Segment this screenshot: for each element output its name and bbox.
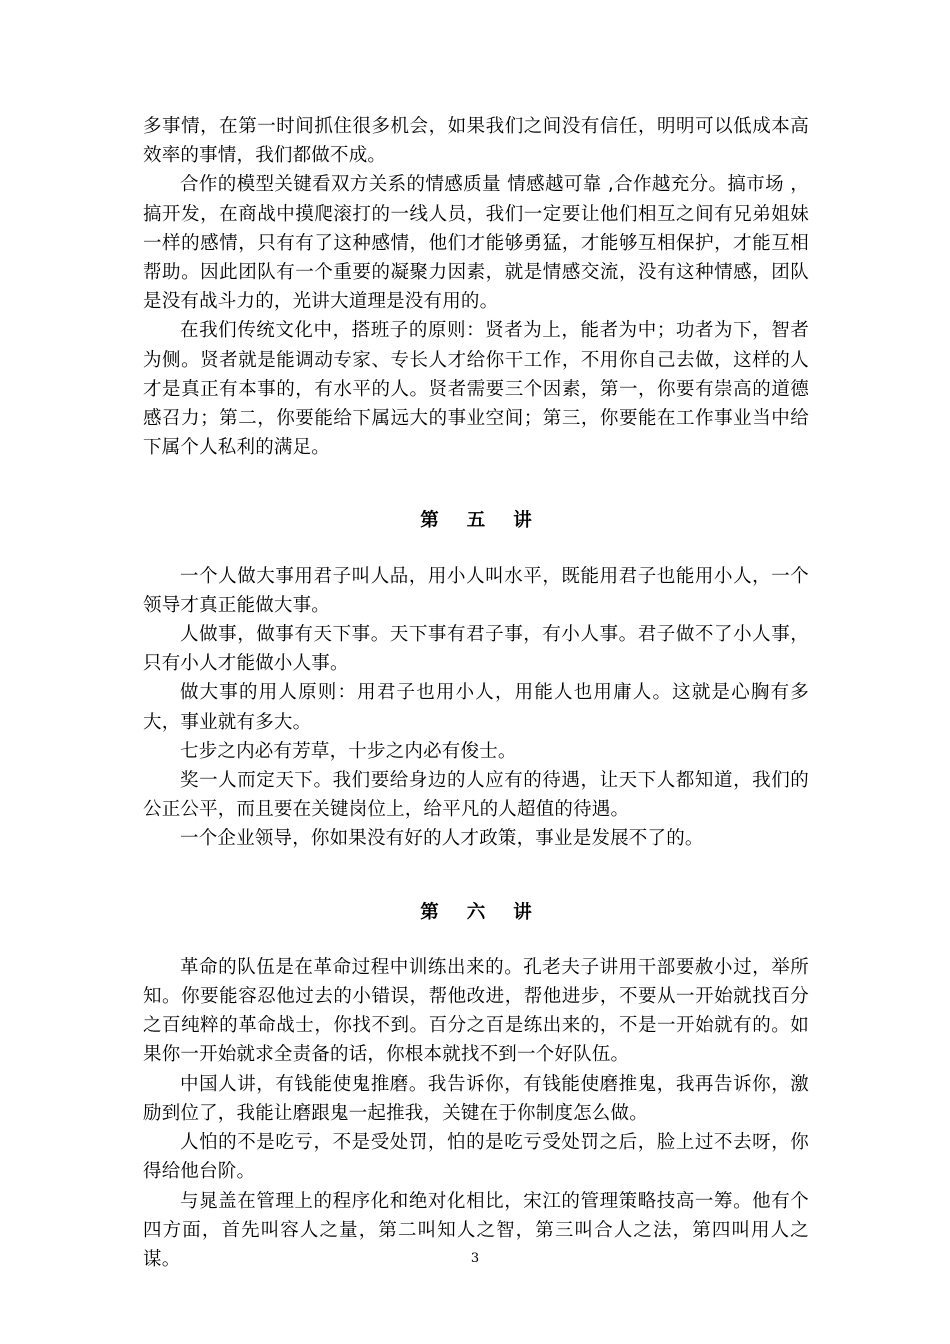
- paragraph: 在我们传统文化中，搭班子的原则：贤者为上，能者为中；功者为下，智者为侧。贤者就是能调动专家、专长人才给你干工作，不用你自己去做，这样的人才是真正有本事的，有水平的人。贤者需要三个因素，第一，你要有崇高的道德感召力；第二，你要能给下属远大的事业空间；第三，你要能在工作事业当中给下属个人私利的满足。: [143, 320, 809, 459]
- paragraph: 奖一人而定天下。我们要给身边的人应有的待遇，让天下人都知道，我们的公正公平，而且要在关键岗位上，给平凡的人超值的待遇。: [143, 770, 809, 821]
- spacer: [143, 927, 809, 953]
- paragraph: 与晁盖在管理上的程序化和绝对化相比，宋江的管理策略技高一筹。他有个四方面，首先叫容人之量，第二叫知人之智，第三叫合人之法，第四叫用人之谋。: [143, 1190, 809, 1270]
- spacer: [143, 462, 809, 506]
- section-heading-lecture-6: 第六讲: [420, 901, 560, 923]
- page-body: [143, 112, 809, 1274]
- paragraph: 合作的模型关键看双方关系的情感质量 情感越可靠 ,合作越充分。搞市场 ，搞开发，在商战中摸爬滚打的一线人员，我们一定要让他们相互之间有兄弟姐妹一样的感情，只有有了这种感情，他们才能够勇猛，才能够互相保护，才能互相帮助。因此团队有一个重要的凝聚力因素，就是情感交流，没有这种情感，团队是没有战斗力的，光讲大道理是没有用的。: [143, 174, 809, 313]
- paragraph: 人做事，做事有天下事。天下事有君子事，有小人事。君子做不了小人事，只有小人才能做小人事。: [143, 624, 809, 675]
- paragraph: 人怕的不是吃亏，不是受处罚，怕的是吃亏受处罚之后，脸上过不去呀，你得给他台阶。: [143, 1132, 809, 1183]
- paragraph: 一个企业领导，你如果没有好的人才政策，事业是发展不了的。: [180, 828, 704, 850]
- paragraph: 中国人讲，有钱能使鬼推磨。我告诉你，有钱能使磨推鬼，我再告诉你，激励到位了，我能让磨跟鬼一起推我，关键在于你制度怎么做。: [143, 1073, 809, 1124]
- paragraph: 七步之内必有芳草，十步之内必有俊士。: [180, 740, 517, 762]
- spacer: [143, 536, 809, 562]
- paragraph: 做大事的用人原则：用君子也用小人，用能人也用庸人。这就是心胸有多大，事业就有多大。: [143, 682, 809, 733]
- section-heading-lecture-5: 第五讲: [420, 510, 560, 532]
- paragraph: 多事情，在第一时间抓住很多机会，如果我们之间没有信任，明明可以低成本高效率的事情，我们都做不成。: [143, 116, 809, 167]
- paragraph: 革命的队伍是在革命过程中训练出来的。孔老夫子讲用干部要赦小过，举所知。你要能容忍他过去的小错误，帮他改进，帮他进步，不要从一开始就找百分之百纯粹的革命战士，你找不到。百分之百是练出来的，不是一开始就有的。如果你一开始就求全责备的话，你根本就找不到一个好队伍。: [143, 956, 809, 1066]
- paragraph: 一个人做大事用君子叫人品，用小人叫水平，既能用君子也能用小人，一个领导才真正能做大事。: [143, 565, 809, 616]
- page-number: 3: [470, 1251, 480, 1266]
- spacer: [143, 854, 809, 898]
